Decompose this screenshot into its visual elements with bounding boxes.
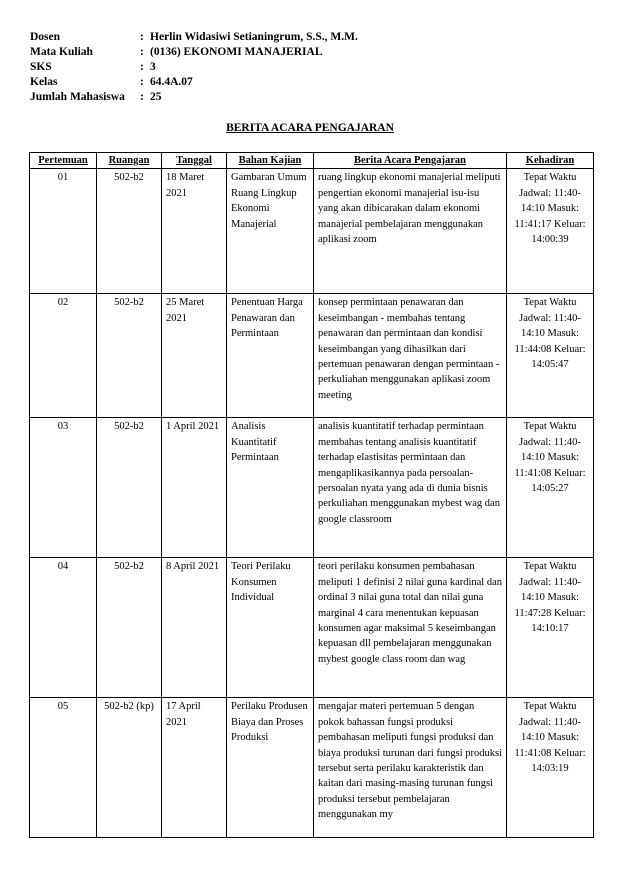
dosen-value: Herlin Widasiwi Setianingrum, S.S., M.M. [150,31,358,43]
column-header-ruangan: Ruangan [97,153,162,169]
header-dosen-row [30,30,358,45]
cell-tanggal: 18 Maret 2021 [162,169,227,294]
cell-berita-acara: teori perilaku konsumen pembahasan meliputi 1 definisi 2 nilai guna kardinal dan ordinal 3 nilai guna total dan nilai guna marginal 4 cara menentukan kepuasan konsumen agar maksimal 5 keseimbangan kepuasan dll pembelajaran menggunakan mybest google class room dan wag [314,558,507,698]
mata-kuliah-value: (0136) EKONOMI MANAJERIAL [150,46,323,58]
cell-bahan-kajian: Penentuan Harga Penawaran dan Permintaan [227,294,314,418]
cell-tanggal: 1 April 2021 [162,418,227,558]
separator: : [140,76,144,88]
cell-bahan-kajian: Analisis Kuantitatif Permintaan [227,418,314,558]
cell-tanggal: 17 April 2021 [162,698,227,838]
cell-kehadiran: Tepat Waktu Jadwal: 11:40-14:10 Masuk: 11:41:08 Keluar: 14:05:27 [507,418,594,558]
sks-value: 3 [150,61,156,73]
table-header-row [30,153,594,169]
jumlah-mahasiswa-value: 25 [150,91,162,103]
column-header-pertemuan: Pertemuan [30,153,97,169]
cell-tanggal: 8 April 2021 [162,558,227,698]
cell-pertemuan: 03 [30,418,97,558]
cell-pertemuan: 02 [30,294,97,418]
header-sks-row [30,60,358,75]
cell-ruangan: 502-b2 [97,169,162,294]
cell-berita-acara: analisis kuantitatif terhadap permintaan membahas tentang analisis kuantitatif terhadap elastisitas permintaan dan mengaplikasikannya pada persoalan-persoalan nyata yang ada di dunia bisnis perkuliahan menggunakan mybest wag dan google classroom [314,418,507,558]
table-row [30,169,594,294]
cell-kehadiran: Tepat Waktu Jadwal: 11:40-14:10 Masuk: 11:44:08 Keluar: 14:05:47 [507,294,594,418]
column-header-bahan-kajian: Bahan Kajian [227,153,314,169]
cell-kehadiran: Tepat Waktu Jadwal: 11:40-14:10 Masuk: 11:47:28 Keluar: 14:10:17 [507,558,594,698]
cell-berita-acara: konsep permintaan penawaran dan keseimbangan - membahas tentang penawaran dan permintaan dan kondisi keseimbangan yang dihasilkan dari pertemuan penawaran dengan permintaan - perkuliahan menggunakan aplikasi zoom meeting [314,294,507,418]
cell-berita-acara: ruang lingkup ekonomi manajerial meliputi pengertian ekonomi manajerial isu-isu yang akan dibicarakan dalam ekonomi manajerial pembelajaran menggunakan aplikasi zoom [314,169,507,294]
mata-kuliah-label: Mata Kuliah [30,46,93,58]
sks-label: SKS [30,61,52,73]
column-header-kehadiran: Kehadiran [507,153,594,169]
cell-ruangan: 502-b2 [97,558,162,698]
cell-kehadiran: Tepat Waktu Jadwal: 11:40-14:10 Masuk: 11:41:17 Keluar: 14:00:39 [507,169,594,294]
cell-ruangan: 502-b2 (kp) [97,698,162,838]
cell-bahan-kajian: Teori Perilaku Konsumen Individual [227,558,314,698]
kelas-value: 64.4A.07 [150,76,193,88]
separator: : [140,91,144,103]
separator: : [140,31,144,43]
cell-pertemuan: 04 [30,558,97,698]
cell-ruangan: 502-b2 [97,418,162,558]
jumlah-mahasiswa-label: Jumlah Mahasiswa [30,91,125,103]
table-row [30,558,594,698]
cell-bahan-kajian: Perilaku Produsen Biaya dan Proses Produksi [227,698,314,838]
cell-kehadiran: Tepat Waktu Jadwal: 11:40-14:10 Masuk: 11:41:08 Keluar: 14:03:19 [507,698,594,838]
course-header [30,30,358,105]
column-header-tanggal: Tanggal [162,153,227,169]
cell-pertemuan: 05 [30,698,97,838]
column-header-berita-acara: Berita Acara Pengajaran [314,153,507,169]
cell-tanggal: 25 Maret 2021 [162,294,227,418]
cell-pertemuan: 01 [30,169,97,294]
table-row [30,294,594,418]
table-row [30,418,594,558]
dosen-label: Dosen [30,31,61,43]
cell-ruangan: 502-b2 [97,294,162,418]
page-title: BERITA ACARA PENGAJARAN [226,122,394,134]
separator: : [140,46,144,58]
teaching-record-table [29,152,594,838]
cell-berita-acara: mengajar materi pertemuan 5 dengan pokok bahassan fungsi produksi pembahasan meliputi fungsi produksi dan biaya produksi turunan dari fungsi produksi tersebut serta perilaku karakteristik dan kaitan dari masing-masing turunan fungsi produksi tersebut pembelajaran menggunakan my [314,698,507,838]
cell-bahan-kajian: Gambaran Umum Ruang Lingkup Ekonomi Manajerial [227,169,314,294]
separator: : [140,61,144,73]
header-matakuliah-row [30,45,358,60]
header-kelas-row [30,75,358,90]
kelas-label: Kelas [30,76,58,88]
table-row [30,698,594,838]
header-jumlah-row [30,90,358,105]
